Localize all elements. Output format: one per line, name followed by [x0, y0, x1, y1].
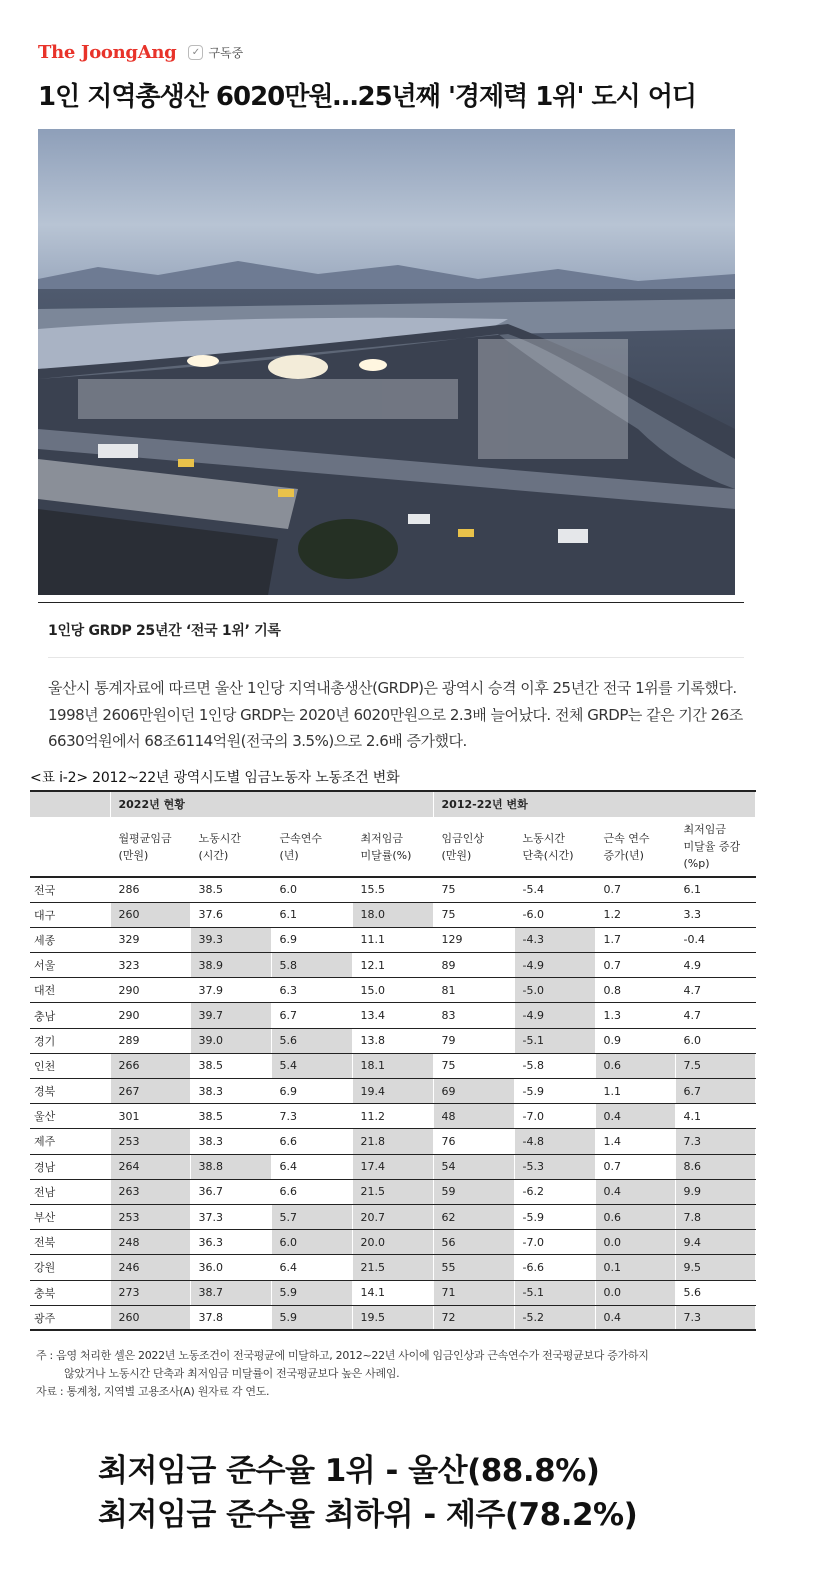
- check-icon: ✓: [188, 45, 203, 60]
- value-cell: -5.3: [514, 1154, 595, 1179]
- value-cell: 38.9: [190, 953, 271, 978]
- note-source: 자료 : 통계청, 지역별 고용조사(A) 원자료 각 연도.: [36, 1385, 270, 1398]
- table-row: [30, 1053, 755, 1078]
- note-line-1: 주 : 음영 처리한 셀은 2022년 노동조건이 전국평균에 미달하고, 2012~22년 사이에 임금인상과 근속연수가 전국평균보다 증가하지: [36, 1349, 649, 1362]
- column-header-line: 임금인상: [441, 831, 485, 845]
- table-row: [30, 1204, 755, 1229]
- table-row: [30, 1104, 755, 1129]
- value-cell: 253: [110, 1204, 190, 1229]
- value-cell: 14.1: [352, 1280, 433, 1305]
- value-cell: 6.1: [675, 877, 755, 902]
- table-row: [30, 1280, 755, 1305]
- column-header-line: 미달률(%): [360, 848, 412, 862]
- value-cell: 6.7: [675, 1079, 755, 1104]
- value-cell: 263: [110, 1179, 190, 1204]
- value-cell: 1.3: [595, 1003, 675, 1028]
- table-row: [30, 1305, 755, 1330]
- column-header-line: 근속 연수: [603, 831, 650, 845]
- value-cell: 323: [110, 953, 190, 978]
- column-header-line: (%p): [683, 857, 710, 871]
- value-cell: 20.7: [352, 1204, 433, 1229]
- value-cell: 9.4: [675, 1230, 755, 1255]
- value-cell: 19.4: [352, 1079, 433, 1104]
- value-cell: 129: [433, 927, 514, 952]
- value-cell: -7.0: [514, 1104, 595, 1129]
- value-cell: 75: [433, 1053, 514, 1078]
- subhead-divider: [48, 657, 744, 658]
- value-cell: -4.9: [514, 953, 595, 978]
- value-cell: 37.6: [190, 902, 271, 927]
- value-cell: 15.0: [352, 978, 433, 1003]
- value-cell: 6.3: [271, 978, 352, 1003]
- value-cell: 71: [433, 1280, 514, 1305]
- region-cell: 전국: [30, 877, 110, 902]
- value-cell: 19.5: [352, 1305, 433, 1330]
- value-cell: 8.6: [675, 1154, 755, 1179]
- table-column-header-row: [30, 817, 755, 877]
- value-cell: 38.3: [190, 1129, 271, 1154]
- value-cell: 36.7: [190, 1179, 271, 1204]
- value-cell: -0.4: [675, 927, 755, 952]
- value-cell: 69: [433, 1079, 514, 1104]
- value-cell: 253: [110, 1129, 190, 1154]
- value-cell: 264: [110, 1154, 190, 1179]
- value-cell: 4.7: [675, 978, 755, 1003]
- value-cell: 260: [110, 902, 190, 927]
- value-cell: 0.4: [595, 1104, 675, 1129]
- value-cell: -6.2: [514, 1179, 595, 1204]
- value-cell: 0.7: [595, 953, 675, 978]
- region-cell: 경남: [30, 1154, 110, 1179]
- value-cell: 4.1: [675, 1104, 755, 1129]
- value-cell: 11.1: [352, 927, 433, 952]
- summary-line-bottom: 최저임금 준수율 최하위 - 제주(78.2%): [98, 1497, 638, 1533]
- value-cell: -5.0: [514, 978, 595, 1003]
- table-row: [30, 1230, 755, 1255]
- column-header: [190, 817, 271, 877]
- column-header-line: (년): [279, 848, 299, 862]
- value-cell: 290: [110, 978, 190, 1003]
- value-cell: 11.2: [352, 1104, 433, 1129]
- table-corner-cell: [30, 817, 110, 877]
- subscribe-label: 구독중: [208, 45, 244, 60]
- region-cell: 대구: [30, 902, 110, 927]
- value-cell: 301: [110, 1104, 190, 1129]
- table-row: [30, 953, 755, 978]
- value-cell: 21.8: [352, 1129, 433, 1154]
- value-cell: 7.5: [675, 1053, 755, 1078]
- region-cell: 경북: [30, 1079, 110, 1104]
- value-cell: 6.7: [271, 1003, 352, 1028]
- article-headline: 1인 지역총생산 6020만원…25년째 '경제력 1위' 도시 어디: [38, 82, 697, 112]
- article-paragraph: 울산시 통계자료에 따르면 울산 1인당 지역내총생산(GRDP)은 광역시 승격 이후 25년간 전국 1위를 기록했다. 1998년 2606만원이던 1인당 GRDP는 2020년 6020만원으로 2.3배 늘어났다. 전체 GRDP는 같은 기간 26조6630억원에서 68조6114억원(전국의 3.5%)으로 2.6배 증가했다.: [48, 679, 743, 750]
- value-cell: 0.6: [595, 1204, 675, 1229]
- region-cell: 충남: [30, 1003, 110, 1028]
- table-row: [30, 1003, 755, 1028]
- value-cell: 38.7: [190, 1280, 271, 1305]
- table-row: [30, 1028, 755, 1053]
- value-cell: 6.0: [271, 877, 352, 902]
- value-cell: 7.3: [675, 1305, 755, 1330]
- value-cell: 21.5: [352, 1179, 433, 1204]
- value-cell: 36.3: [190, 1230, 271, 1255]
- value-cell: 7.3: [271, 1104, 352, 1129]
- table-group-header-row: [30, 791, 755, 817]
- value-cell: 5.6: [271, 1028, 352, 1053]
- value-cell: 0.4: [595, 1179, 675, 1204]
- value-cell: 5.6: [675, 1280, 755, 1305]
- region-cell: 전남: [30, 1179, 110, 1204]
- column-header: [352, 817, 433, 877]
- column-header-line: 근속연수: [279, 831, 323, 845]
- value-cell: 17.4: [352, 1154, 433, 1179]
- table-row: [30, 1179, 755, 1204]
- value-cell: -6.0: [514, 902, 595, 927]
- value-cell: 72: [433, 1305, 514, 1330]
- value-cell: 248: [110, 1230, 190, 1255]
- value-cell: 38.5: [190, 1104, 271, 1129]
- region-cell: 부산: [30, 1204, 110, 1229]
- value-cell: 6.0: [675, 1028, 755, 1053]
- note-line-2: 않았거나 노동시간 단축과 최저임금 미달률이 전국평균보다 높은 사례임.: [64, 1367, 400, 1380]
- value-cell: 20.0: [352, 1230, 433, 1255]
- column-header: [433, 817, 514, 877]
- region-cell: 전북: [30, 1230, 110, 1255]
- value-cell: 0.1: [595, 1255, 675, 1280]
- group-2012-22-change: 2012-22년 변화: [433, 791, 755, 817]
- value-cell: 48: [433, 1104, 514, 1129]
- value-cell: 6.9: [271, 1079, 352, 1104]
- subscribe-status[interactable]: [188, 44, 243, 61]
- value-cell: 36.0: [190, 1255, 271, 1280]
- masthead: [38, 40, 243, 64]
- value-cell: 5.4: [271, 1053, 352, 1078]
- value-cell: 6.9: [271, 927, 352, 952]
- value-cell: 13.4: [352, 1003, 433, 1028]
- summary-line-top: 최저임금 준수율 1위 - 울산(88.8%): [98, 1453, 600, 1489]
- value-cell: 21.5: [352, 1255, 433, 1280]
- value-cell: 18.1: [352, 1053, 433, 1078]
- value-cell: 6.6: [271, 1129, 352, 1154]
- value-cell: 18.0: [352, 902, 433, 927]
- value-cell: 290: [110, 1003, 190, 1028]
- value-cell: 286: [110, 877, 190, 902]
- value-cell: 76: [433, 1129, 514, 1154]
- region-cell: 광주: [30, 1305, 110, 1330]
- region-cell: 인천: [30, 1053, 110, 1078]
- value-cell: -7.0: [514, 1230, 595, 1255]
- value-cell: 267: [110, 1079, 190, 1104]
- column-header: [271, 817, 352, 877]
- table-row: [30, 1129, 755, 1154]
- value-cell: 38.8: [190, 1154, 271, 1179]
- value-cell: 0.7: [595, 1154, 675, 1179]
- value-cell: 55: [433, 1255, 514, 1280]
- region-cell: 강원: [30, 1255, 110, 1280]
- festival-crowd-photo: [38, 129, 735, 595]
- column-header: [595, 817, 675, 877]
- value-cell: 1.4: [595, 1129, 675, 1154]
- value-cell: 83: [433, 1003, 514, 1028]
- value-cell: 6.0: [271, 1230, 352, 1255]
- table-row: [30, 927, 755, 952]
- value-cell: 0.0: [595, 1280, 675, 1305]
- column-header-line: 단축(시간): [522, 848, 574, 862]
- column-header-line: 노동시간: [522, 831, 566, 845]
- value-cell: -5.4: [514, 877, 595, 902]
- group-2022-status: 2022년 현황: [110, 791, 433, 817]
- table-notes: [36, 1347, 756, 1401]
- table-title: <표 ⅰ-2> 2012~22년 광역시도별 임금노동자 노동조건 변화: [30, 770, 400, 786]
- value-cell: 39.7: [190, 1003, 271, 1028]
- table-row: [30, 1255, 755, 1280]
- value-cell: 266: [110, 1053, 190, 1078]
- publication-logo[interactable]: The JoongAng: [38, 41, 177, 63]
- column-header: [675, 817, 755, 877]
- column-header-line: 증가(년): [603, 848, 644, 862]
- value-cell: 12.1: [352, 953, 433, 978]
- value-cell: 0.9: [595, 1028, 675, 1053]
- value-cell: 4.7: [675, 1003, 755, 1028]
- value-cell: 39.0: [190, 1028, 271, 1053]
- value-cell: 0.8: [595, 978, 675, 1003]
- value-cell: 75: [433, 902, 514, 927]
- value-cell: -6.6: [514, 1255, 595, 1280]
- column-header-line: 최저임금: [360, 831, 404, 845]
- value-cell: -4.3: [514, 927, 595, 952]
- value-cell: 37.9: [190, 978, 271, 1003]
- value-cell: 0.0: [595, 1230, 675, 1255]
- section-subhead: 1인당 GRDP 25년간 ‘전국 1위’ 기록: [48, 623, 281, 639]
- value-cell: 273: [110, 1280, 190, 1305]
- region-cell: 경기: [30, 1028, 110, 1053]
- value-cell: 9.9: [675, 1179, 755, 1204]
- column-header-line: 월평균임금: [118, 831, 172, 845]
- value-cell: 9.5: [675, 1255, 755, 1280]
- value-cell: -5.2: [514, 1305, 595, 1330]
- column-header-line: (시간): [198, 848, 229, 862]
- value-cell: -5.9: [514, 1204, 595, 1229]
- table-row: [30, 877, 755, 902]
- column-header: [514, 817, 595, 877]
- value-cell: 4.9: [675, 953, 755, 978]
- value-cell: 0.6: [595, 1053, 675, 1078]
- labor-conditions-table: [30, 790, 756, 1331]
- value-cell: -5.1: [514, 1028, 595, 1053]
- value-cell: 54: [433, 1154, 514, 1179]
- value-cell: 1.2: [595, 902, 675, 927]
- table-row: [30, 1079, 755, 1104]
- value-cell: 1.7: [595, 927, 675, 952]
- value-cell: 0.4: [595, 1305, 675, 1330]
- value-cell: 62: [433, 1204, 514, 1229]
- region-cell: 대전: [30, 978, 110, 1003]
- value-cell: 1.1: [595, 1079, 675, 1104]
- region-cell: 제주: [30, 1129, 110, 1154]
- table-row: [30, 902, 755, 927]
- value-cell: 56: [433, 1230, 514, 1255]
- value-cell: -5.8: [514, 1053, 595, 1078]
- value-cell: 37.3: [190, 1204, 271, 1229]
- value-cell: 246: [110, 1255, 190, 1280]
- value-cell: 3.3: [675, 902, 755, 927]
- value-cell: 289: [110, 1028, 190, 1053]
- region-cell: 울산: [30, 1104, 110, 1129]
- value-cell: 6.4: [271, 1154, 352, 1179]
- value-cell: 5.7: [271, 1204, 352, 1229]
- value-cell: 79: [433, 1028, 514, 1053]
- section-divider: [38, 602, 744, 603]
- value-cell: 5.8: [271, 953, 352, 978]
- value-cell: 5.9: [271, 1305, 352, 1330]
- value-cell: 6.4: [271, 1255, 352, 1280]
- value-cell: 5.9: [271, 1280, 352, 1305]
- value-cell: 89: [433, 953, 514, 978]
- value-cell: 38.3: [190, 1079, 271, 1104]
- column-header: [110, 817, 190, 877]
- value-cell: 0.7: [595, 877, 675, 902]
- value-cell: 6.1: [271, 902, 352, 927]
- value-cell: 81: [433, 978, 514, 1003]
- table-row: [30, 1154, 755, 1179]
- region-cell: 세종: [30, 927, 110, 952]
- value-cell: 6.6: [271, 1179, 352, 1204]
- value-cell: 7.8: [675, 1204, 755, 1229]
- value-cell: 7.3: [675, 1129, 755, 1154]
- column-header-line: (만원): [441, 848, 472, 862]
- column-header-line: 노동시간: [198, 831, 242, 845]
- value-cell: 39.3: [190, 927, 271, 952]
- value-cell: 38.5: [190, 1053, 271, 1078]
- value-cell: -5.1: [514, 1280, 595, 1305]
- region-cell: 서울: [30, 953, 110, 978]
- value-cell: -5.9: [514, 1079, 595, 1104]
- value-cell: 59: [433, 1179, 514, 1204]
- value-cell: -4.8: [514, 1129, 595, 1154]
- table-row: [30, 978, 755, 1003]
- table-corner-cell: [30, 791, 110, 817]
- column-header-line: 미달율 증감: [683, 840, 741, 854]
- value-cell: 13.8: [352, 1028, 433, 1053]
- article-photo: [38, 129, 735, 595]
- table-body: [30, 877, 755, 1330]
- column-header-line: (만원): [118, 848, 149, 862]
- value-cell: 329: [110, 927, 190, 952]
- value-cell: 15.5: [352, 877, 433, 902]
- value-cell: 37.8: [190, 1305, 271, 1330]
- value-cell: 38.5: [190, 877, 271, 902]
- value-cell: 260: [110, 1305, 190, 1330]
- value-cell: 75: [433, 877, 514, 902]
- region-cell: 충북: [30, 1280, 110, 1305]
- column-header-line: 최저임금: [683, 823, 727, 837]
- value-cell: -4.9: [514, 1003, 595, 1028]
